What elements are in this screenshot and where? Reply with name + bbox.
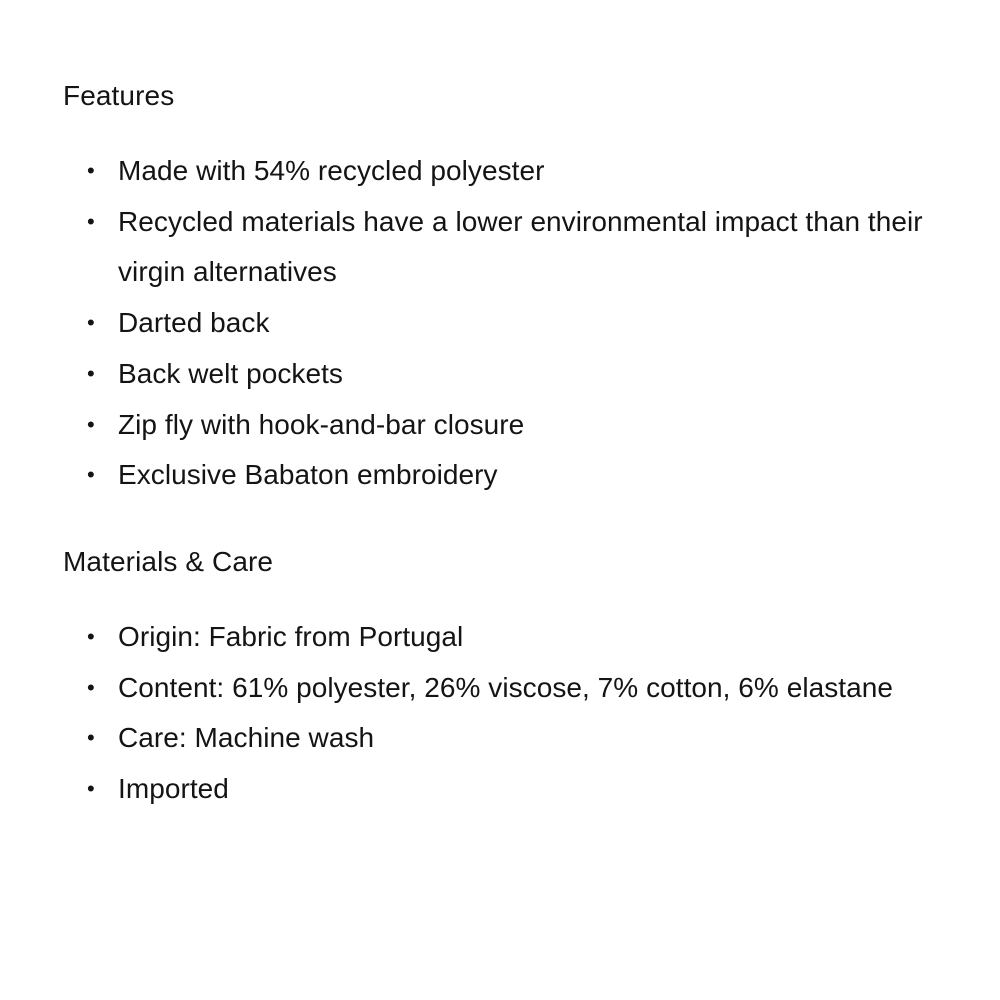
feature-text: Back welt pockets: [118, 357, 343, 389]
feature-item: [63, 146, 923, 197]
feature-item: [63, 298, 923, 349]
feature-text: Darted back: [118, 307, 270, 339]
materials-text: Content: 61% polyester, 26% viscose, 7% cotton, 6% elastane: [118, 671, 893, 703]
bullet-icon: •: [87, 208, 95, 234]
features-heading: Features: [63, 80, 175, 111]
bullet-icon: •: [87, 674, 95, 700]
materials-care-list: [63, 612, 923, 815]
feature-item: [63, 450, 923, 501]
materials-text: Care: Machine wash: [118, 722, 375, 754]
feature-item: [63, 349, 923, 400]
features-section: [63, 76, 1000, 501]
materials-care-section: [63, 542, 1000, 815]
materials-care-heading: Materials & Care: [63, 545, 274, 577]
materials-item: [63, 713, 923, 764]
bullet-icon: •: [87, 462, 95, 488]
bullet-icon: •: [87, 725, 95, 751]
features-list: [63, 146, 923, 501]
bullet-icon: •: [87, 623, 95, 649]
materials-item: [63, 663, 923, 714]
bullet-icon: •: [87, 776, 95, 802]
feature-text: Zip fly with hook-and-bar closure: [118, 408, 525, 440]
materials-item: [63, 612, 923, 663]
feature-text: Made with 54% recycled polyester: [118, 155, 545, 186]
feature-text: Recycled materials have a lower environmental impact than their virgin alternatives: [118, 205, 923, 288]
materials-text: Imported: [118, 773, 229, 805]
feature-item: [63, 400, 923, 451]
feature-text: Exclusive Babaton embroidery: [118, 459, 498, 491]
materials-text: Origin: Fabric from Portugal: [118, 620, 464, 652]
bullet-icon: •: [87, 158, 95, 183]
bullet-icon: •: [87, 310, 95, 336]
feature-item: [63, 197, 923, 298]
bullet-icon: •: [87, 411, 95, 437]
materials-item: [63, 764, 923, 815]
bullet-icon: •: [87, 360, 95, 386]
